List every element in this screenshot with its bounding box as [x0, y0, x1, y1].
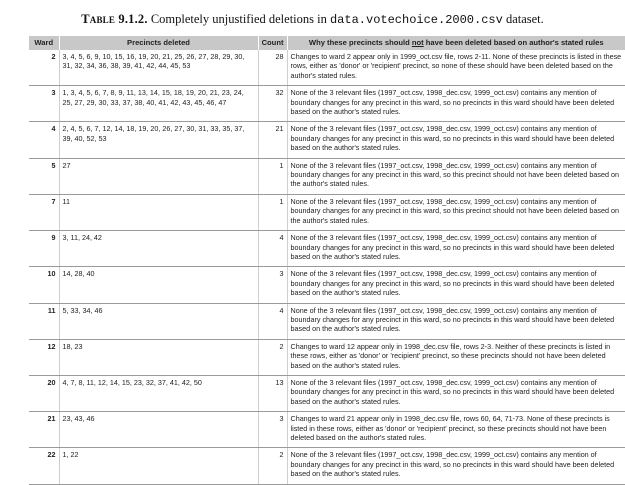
deletions-table — [29, 36, 625, 485]
header-count: Count — [258, 36, 287, 50]
cell-why: None of the 3 relevant files (1997_oct.csv, 1998_dec.csv, 1999_oct.csv) contains any mention of boundary changes for any precinct in this ward, so no precincts in this ward should have been deleted based on the author's stated rules. — [287, 375, 625, 411]
cell-precincts: 2, 4, 5, 6, 7, 12, 14, 18, 19, 20, 26, 27, 30, 31, 33, 35, 37, 39, 40, 52, 53 — [59, 122, 258, 158]
cell-why: None of the 3 relevant files (1997_oct.csv, 1998_dec.csv, 1999_oct.csv) contains any mention of boundary changes for any precinct in this ward, so no precincts in this ward should have been deleted based on the author's stated rules. — [287, 86, 625, 122]
cell-ward: 22 — [29, 448, 59, 484]
table-body — [29, 50, 625, 484]
cell-why: None of the 3 relevant files (1997_oct.csv, 1998_dec.csv, 1999_oct.csv) contains any mention of boundary changes for any precinct in this ward, so no precincts in this ward should have been deleted based on the author's stated rules. — [287, 303, 625, 339]
cell-why: None of the 3 relevant files (1997_oct.csv, 1998_dec.csv, 1999_oct.csv) contains any mention of boundary changes for any precinct in this ward, so no precincts in this ward should have been deleted based on the author's stated rules. — [287, 122, 625, 158]
table-row — [29, 339, 625, 375]
cell-ward: 5 — [29, 158, 59, 194]
cell-why: None of the 3 relevant files (1997_oct.csv, 1998_dec.csv, 1999_oct.csv) contains any mention of boundary changes for any precinct in this ward, so no precincts in this ward should have been deleted based on the author's stated rules. — [287, 267, 625, 303]
cell-ward: 9 — [29, 231, 59, 267]
cell-ward: 3 — [29, 86, 59, 122]
cell-why: None of the 3 relevant files (1997_oct.csv, 1998_dec.csv, 1999_oct.csv) contains any mention of boundary changes for any precinct in this ward, so no precincts in this ward should have been deleted based on the author's stated rules. — [287, 231, 625, 267]
cell-why: None of the 3 relevant files (1997_oct.csv, 1998_dec.csv, 1999_oct.csv) contains any mention of boundary changes for any precinct in this ward, so no precincts in this ward should have been deleted based on the author's stated rules. — [287, 448, 625, 484]
cell-why: Changes to ward 21 appear only in 1998_dec.csv file, rows 60, 64, 71-73. None of these precincts is listed in these rows, either as 'donor' or 'recipient' precinct, so these precincts should not have been deleted based on the author's stated rules. — [287, 412, 625, 448]
cell-precincts: 18, 23 — [59, 339, 258, 375]
table-row — [29, 194, 625, 230]
cell-why: Changes to ward 2 appear only in 1999_oct.csv file, rows 2-11. None of these precincts is listed in these rows, either as 'donor' or 'recipient' precinct, so none of these should have been deleted based on the author's stated rules. — [287, 50, 625, 86]
cell-count: 4 — [258, 303, 287, 339]
caption-text-before: Completely unjustified deletions in — [147, 12, 330, 26]
cell-precincts: 1, 22 — [59, 448, 258, 484]
table-header-row — [29, 36, 625, 50]
table-caption — [0, 12, 625, 27]
cell-count: 32 — [258, 86, 287, 122]
header-ward: Ward — [29, 36, 59, 50]
cell-precincts: 3, 11, 24, 42 — [59, 231, 258, 267]
cell-ward: 21 — [29, 412, 59, 448]
cell-count: 1 — [258, 158, 287, 194]
cell-precincts: 23, 43, 46 — [59, 412, 258, 448]
cell-count: 2 — [258, 339, 287, 375]
table-row — [29, 448, 625, 484]
cell-ward: 10 — [29, 267, 59, 303]
cell-count: 3 — [258, 412, 287, 448]
table-row — [29, 412, 625, 448]
cell-count: 21 — [258, 122, 287, 158]
cell-count: 13 — [258, 375, 287, 411]
header-why-not: not — [411, 38, 424, 48]
caption-label: Table 9.1.2. — [81, 12, 148, 26]
cell-precincts: 3, 4, 5, 6, 9, 10, 15, 16, 19, 20, 21, 25, 26, 27, 28, 29, 30, 31, 32, 34, 36, 38, 39, 41, 42, 44, 45, 53 — [59, 50, 258, 86]
caption-dataset-name: data.votechoice.2000.csv — [329, 13, 503, 27]
table-row — [29, 267, 625, 303]
cell-ward: 11 — [29, 303, 59, 339]
table-row — [29, 158, 625, 194]
cell-why: None of the 3 relevant files (1997_oct.csv, 1998_dec.csv, 1999_oct.csv) contains any mention of boundary changes for any precinct in this ward, so this precinct should not have been deleted based on the author's stated rules. — [287, 158, 625, 194]
cell-precincts: 27 — [59, 158, 258, 194]
header-why-before: Why these precincts should — [308, 38, 412, 48]
table-row — [29, 231, 625, 267]
cell-ward: 7 — [29, 194, 59, 230]
cell-why: None of the 3 relevant files (1997_oct.csv, 1998_dec.csv, 1999_oct.csv) contains any mention of boundary changes for any precinct in this ward, so this precinct should not have been deleted based on the author's stated rules. — [287, 194, 625, 230]
table-row — [29, 375, 625, 411]
cell-precincts: 11 — [59, 194, 258, 230]
header-why — [287, 36, 625, 50]
cell-precincts: 14, 28, 40 — [59, 267, 258, 303]
cell-ward: 20 — [29, 375, 59, 411]
cell-why: Changes to ward 12 appear only in 1998_dec.csv file, rows 2-3. Neither of these precincts is listed in these rows, either as 'donor' or 'recipient' precinct, so these precincts should not have been deleted based on the author's stated rules. — [287, 339, 625, 375]
cell-precincts: 4, 7, 8, 11, 12, 14, 15, 23, 32, 37, 41, 42, 50 — [59, 375, 258, 411]
table-row — [29, 50, 625, 86]
cell-precincts: 1, 3, 4, 5, 6, 7, 8, 9, 11, 13, 14, 15, 18, 19, 20, 21, 23, 24, 25, 27, 29, 30, 33, 37, 38, 40, 41, 42, 43, 45, 46, 47 — [59, 86, 258, 122]
caption-text-after: dataset. — [502, 12, 544, 26]
cell-count: 1 — [258, 194, 287, 230]
table-row — [29, 122, 625, 158]
cell-count: 4 — [258, 231, 287, 267]
header-why-after: have been deleted based on author's stated rules — [423, 38, 604, 48]
table-row — [29, 86, 625, 122]
table-row — [29, 303, 625, 339]
cell-count: 28 — [258, 50, 287, 86]
cell-ward: 2 — [29, 50, 59, 86]
cell-ward: 4 — [29, 122, 59, 158]
cell-precincts: 5, 33, 34, 46 — [59, 303, 258, 339]
header-precincts: Precincts deleted — [59, 36, 258, 50]
cell-count: 3 — [258, 267, 287, 303]
cell-ward: 12 — [29, 339, 59, 375]
cell-count: 2 — [258, 448, 287, 484]
